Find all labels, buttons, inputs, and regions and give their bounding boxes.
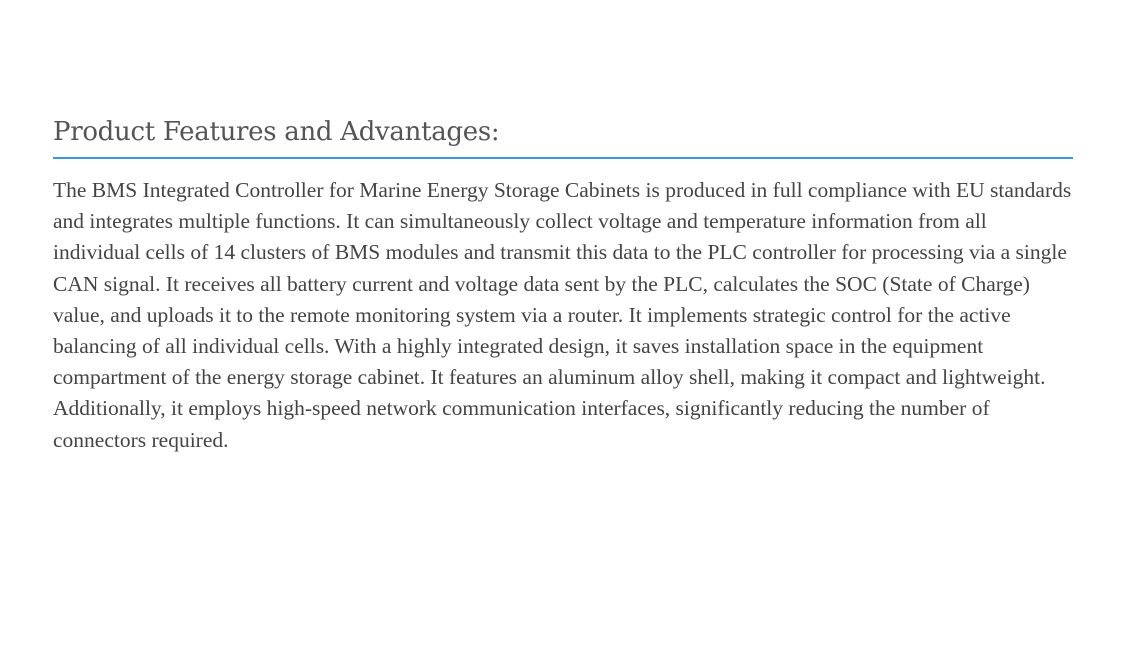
section-title: Product Features and Advantages: [53, 117, 500, 147]
product-features-section [53, 112, 1073, 456]
features-paragraph: The BMS Integrated Controller for Marine Energy Storage Cabinets is produced in full compliance with EU standards and integrates multiple functions. It can simultaneously collect voltage and temperature information from all individual cells of 14 clusters of BMS modules and transmit this data to the PLC controller for processing via a single CAN signal. It receives all battery current and voltage data sent by the PLC, calculates the SOC (State of Charge) value, and uploads it to the remote monitoring system via a router. It implements strategic control for the active balancing of all individual cells. With a highly integrated design, it saves installation space in the equipment compartment of the energy storage cabinet. It features an aluminum alloy shell, making it compact and lightweight. Additionally, it employs high-speed network communication interfaces, significantly reducing the number of connectors required. [53, 178, 1072, 452]
title-divider [53, 157, 1073, 159]
